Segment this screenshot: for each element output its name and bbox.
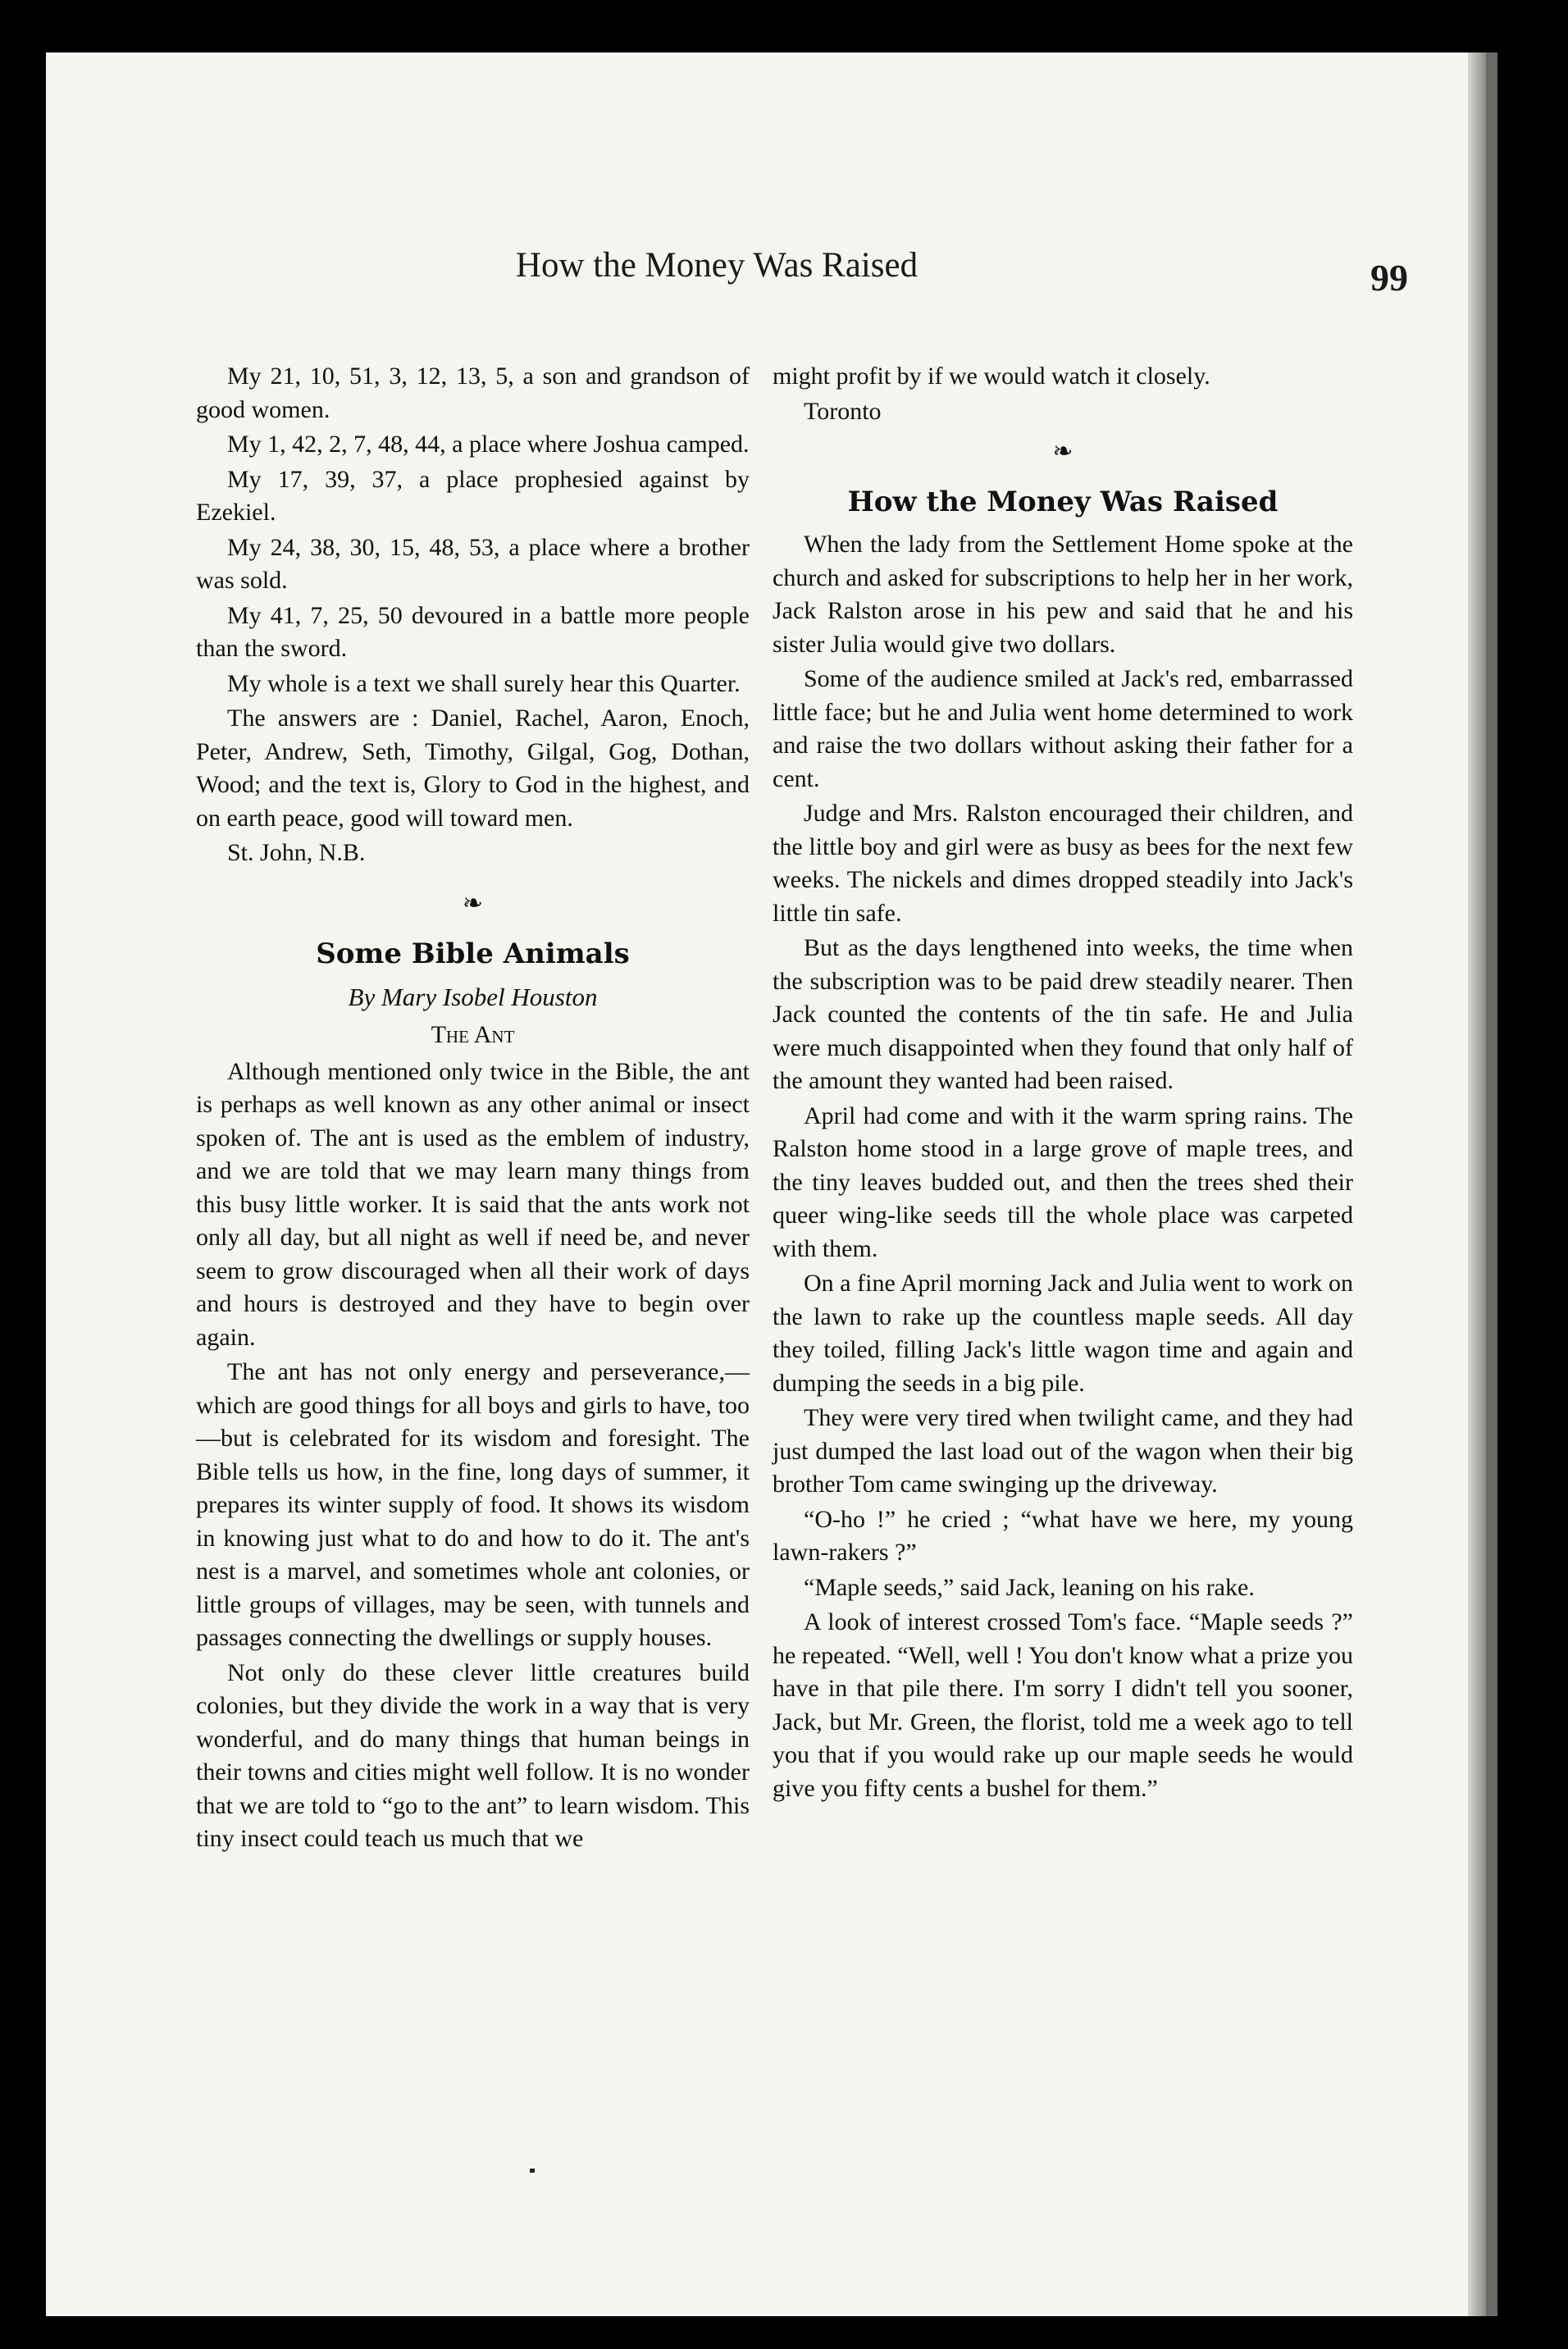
section-heading: The Ant [431, 1020, 515, 1048]
puzzle-line: My 24, 38, 30, 15, 48, 53, a place where a brother was sold. [196, 533, 750, 594]
puzzle-line: My whole is a text we shall surely hear this Quarter. [227, 669, 741, 697]
dialogue-paragraph: A look of interest crossed Tom's face. “Maple seeds ?” he repeated. “Well, well ! You don't know what a prize you have in that pile there. I'm sorry I didn't tell you sooner, Jack, but Mr. Green, the florist, told me a week ago to tell you that if you would rake up our maple seeds he would give you fifty cents a bushel for them.” [773, 1608, 1353, 1802]
ornament-icon: ❧ [462, 889, 484, 917]
article-paragraph: Judge and Mrs. Ralston encouraged their children, and the little boy and girl were as busy as bees for the next few weeks. The nickels and dimes dropped steadily into Jack's little tin safe. [773, 800, 1353, 927]
puzzle-line: My 21, 10, 51, 3, 12, 13, 5, a son and grandson of good women. [196, 363, 750, 423]
ornament-icon: ❧ [1052, 438, 1073, 465]
puzzle-line: My 1, 42, 2, 7, 48, 44, a place where Joshua camped. [227, 431, 750, 458]
article-byline: By Mary Isobel Houston [348, 982, 598, 1011]
puzzle-answers: The answers are : Daniel, Rachel, Aaron, Enoch, Peter, Andrew, Seth, Timothy, Gilgal, Gog, Dothan, Wood; and the text is, Glory to God in the highest, and on earth peace, good will toward men. [196, 705, 750, 832]
dialogue-paragraph: “Maple seeds,” said Jack, leaning on his rake. [804, 1573, 1255, 1601]
puzzle-line: My 17, 39, 37, a place prophesied against by Ezekiel. [196, 465, 750, 526]
puzzle-line: My 41, 7, 25, 50 devoured in a battle more people than the sword. [196, 601, 750, 662]
right-column [773, 360, 1353, 1807]
print-mark [530, 2169, 535, 2173]
left-column [196, 360, 750, 1858]
article-paragraph: Some of the audience smiled at Jack's red, embarrassed little face; but he and Julia went home determined to work and raise the two dollars without asking their father for a cent. [773, 665, 1353, 792]
article-paragraph: When the lady from the Settlement Home spoke at the church and asked for subscriptions to help her in her work, Jack Ralston arose in his pew and said that he and his sister Julia would give two dollars. [773, 531, 1353, 658]
continuation-text: might profit by if we would watch it closely. [773, 363, 1210, 390]
puzzle-place: St. John, N.B. [227, 839, 366, 866]
page-number: 99 [1370, 257, 1408, 299]
article-paragraph: But as the days lengthened into weeks, the time when the subscription was to be paid drew steadily nearer. Then Jack counted the contents of the tin safe. He and Julia were much disappointed when they found that only half of the amount they wanted had been raised. [773, 934, 1353, 1094]
dialogue-paragraph: “O-ho !” he cried ; “what have we here, my young lawn-rakers ?” [773, 1505, 1353, 1566]
article-paragraph: Although mentioned only twice in the Bible, the ant is perhaps as well known as any other animal or insect spoken of. The ant is used as the emblem of industry, and we are told that we may learn many things from this busy little worker. It is said that the ants work not only all day, but all night as well if need be, and never seem to grow discouraged when all their work of days and hours is destroyed and they have to begin over again. [196, 1057, 750, 1351]
page-edge [1468, 52, 1486, 2316]
article-paragraph: On a fine April morning Jack and Julia went to work on the lawn to rake up the countless maple seeds. All day they toiled, filling Jack's little wagon time and again and dumping the seeds in a big pile. [773, 1270, 1353, 1397]
article-title: How the Money Was Raised [847, 486, 1279, 518]
book-page [46, 52, 1497, 2316]
running-head: How the Money Was Raised [515, 246, 918, 285]
article-paragraph: Not only do these clever little creatures build colonies, but they divide the work in a way that is very wonderful, and do many things that human beings in their towns and cities might well follow. It is no wonder that we are told to “go to the ant” to learn wisdom. This tiny insect could teach us much that we [196, 1658, 750, 1852]
article-paragraph: April had come and with it the warm spring rains. The Ralston home stood in a large grove of maple trees, and the tiny leaves budded out, and then the trees shed their queer wing-like seeds till the whole place was carpeted with them. [773, 1102, 1353, 1262]
article-title: Some Bible Animals [316, 937, 630, 970]
article-place: Toronto [804, 397, 882, 425]
article-paragraph: The ant has not only energy and perseverance,—which are good things for all boys and girls to have, too—but is celebrated for its wisdom and foresight. The Bible tells us how, in the fine, long days of summer, it prepares its winter supply of food. It shows its wisdom in knowing just what to do and how to do it. The ant's nest is a marvel, and sometimes whole ant colonies, or little groups of villages, may be seen, with tunnels and passages connecting the dwellings or supply houses. [196, 1358, 750, 1651]
article-paragraph: They were very tired when twilight came, and they had just dumped the last load out of the wagon when their big brother Tom came swinging up the driveway. [773, 1404, 1353, 1498]
